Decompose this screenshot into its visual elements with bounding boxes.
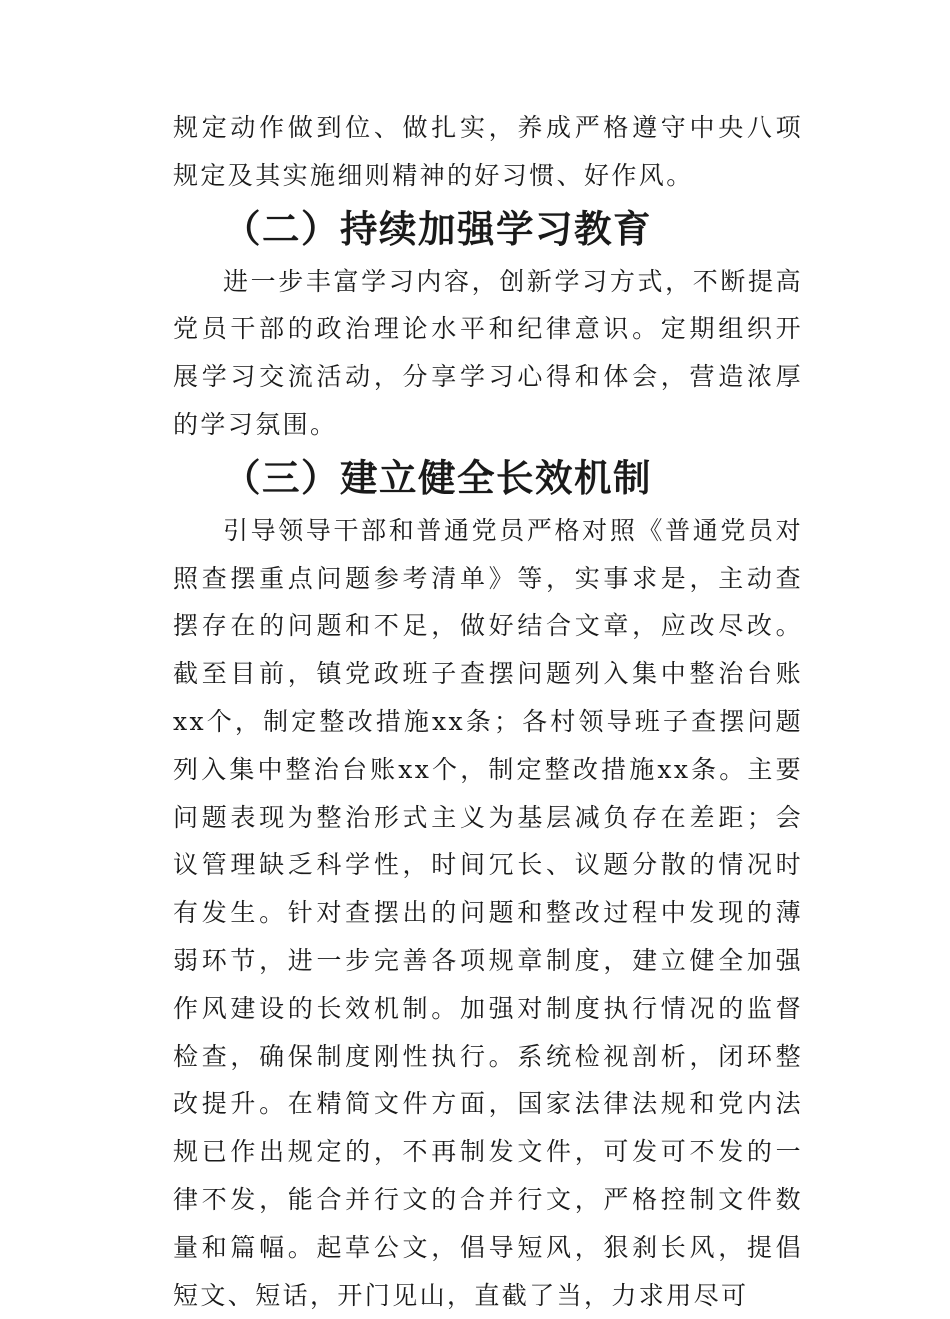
section-2-paragraph: 进一步丰富学习内容，创新学习方式，不断提高党员干部的政治理论水平和纪律意识。定期组织开展学习交流活动，分享学习心得和体会，营造浓厚的学习氛围。	[173, 266, 803, 439]
section-heading-2: （二）持续加强学习教育	[223, 206, 652, 251]
section-3-paragraph: 引导领导干部和普通党员严格对照《普通党员对照查摆重点问题参考清单》等，实事求是，主动查摆存在的问题和不足，做好结合文章，应改尽改。截至目前，镇党政班子查摆问题列入集中整治台账xx个，制定整改措施xx条；各村领导班子查摆问题列入集中整治台账xx个，制定整改措施xx条。主要问题表现为整治形式主义为基层减负存在差距；会议管理缺乏科学性，时间冗长、议题分散的情况时有发生。针对查摆出的问题和整改过程中发现的薄弱环节，进一步完善各项规章制度，建立健全加强作风建设的长效机制。加强对制度执行情况的监督检查，确保制度刚性执行。系统检视剖析，闭环整改提升。在精简文件方面，国家法律法规和党内法规已作出规定的，不再制发文件，可发可不发的一律不发，能合并行文的合并行文，严格控制文件数量和篇幅。起草公文，倡导短风，狠刹长风，提倡短文、短话，开门见山，直截了当，力求用尽可	[173, 515, 803, 1310]
section-heading-3: （三）建立健全长效机制	[223, 455, 652, 500]
paragraph-continuation: 规定动作做到位、做扎实，养成严格遵守中央八项规定及其实施细则精神的好习惯、好作风。	[173, 113, 803, 190]
document-body	[173, 104, 803, 1319]
